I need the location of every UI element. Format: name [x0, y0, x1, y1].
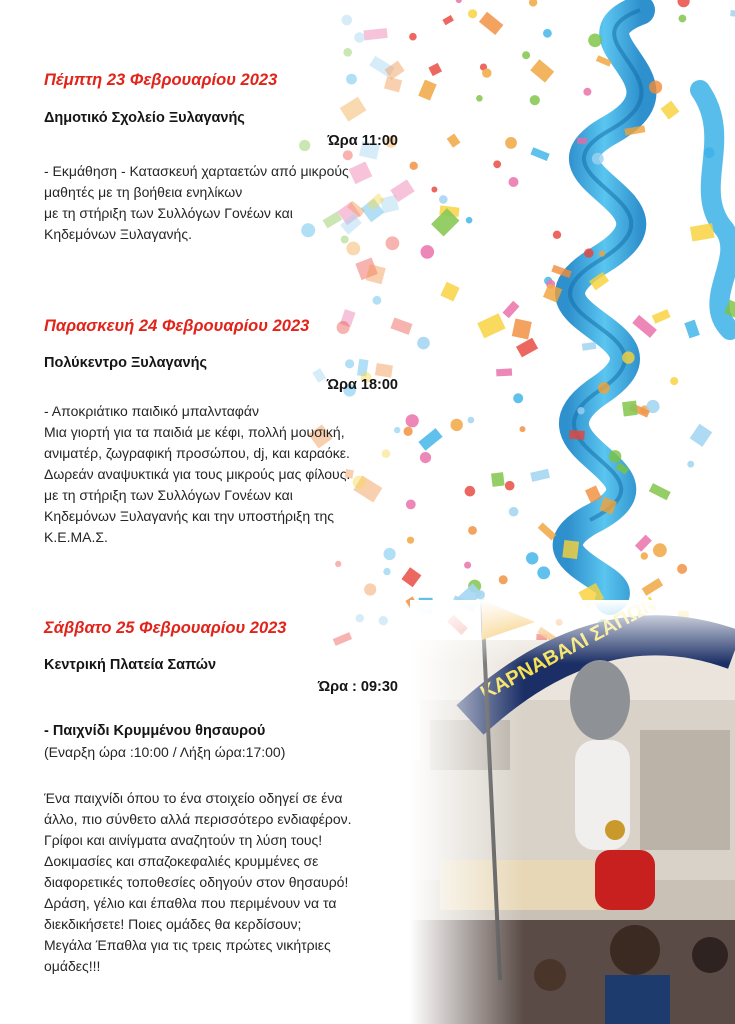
ribbon-streamer-2: [700, 90, 730, 330]
confetti-piece: [512, 319, 532, 340]
event-1-venue: Δημοτικό Σχολείο Ξυλαγανής: [44, 110, 245, 126]
confetti-piece: [553, 231, 561, 239]
confetti-piece: [537, 566, 550, 579]
event-1-date: Πέμπτη 23 Φεβρουαρίου 2023: [44, 71, 278, 89]
confetti-piece: [530, 59, 554, 82]
confetti-piece: [520, 426, 526, 432]
confetti-piece: [670, 377, 678, 385]
confetti-piece: [476, 95, 483, 102]
event-3-description: [44, 788, 416, 977]
confetti-piece: [642, 578, 663, 596]
confetti-piece: [476, 590, 485, 599]
description-line: με τη στήριξη των Συλλόγων Γονέων και: [44, 205, 293, 221]
confetti-piece: [451, 419, 463, 431]
confetti-piece: [464, 562, 471, 569]
event-3-activity: - Παιχνίδι Κρυμμένου θησαυρού: [44, 723, 266, 739]
description-line: διεκδικήσετε! Ποιες ομάδες θα κερδίσουν;: [44, 916, 302, 932]
confetti-piece: [496, 368, 512, 376]
description-line: άλλο, πιο σύνθετο αλλά περισσότερο ενδιαφέρον.: [44, 811, 352, 827]
description-line: - Εκμάθηση - Κατασκευή χαρταετών από μικρούς: [44, 163, 349, 179]
event-3-hours: (Εναρξη ώρα :10:00 / Λήξη ώρα:17:00): [44, 744, 286, 760]
confetti-piece: [538, 523, 557, 541]
confetti-piece: [477, 313, 505, 338]
confetti-piece: [447, 133, 461, 147]
description-line: Κηδεμόνων Ξυλαγανής.: [44, 226, 192, 242]
description-line: ομάδες!!!: [44, 958, 101, 974]
event-1-description: [44, 161, 416, 245]
confetti-piece: [653, 543, 667, 557]
confetti-piece: [652, 309, 671, 324]
description-line: Δοκιμασίες και σπαζοκεφαλιές κρυμμένες σε: [44, 853, 319, 869]
confetti-piece: [505, 481, 515, 491]
confetti-piece: [704, 147, 715, 158]
description-line: Δράση, γέλιο και έπαθλα που περιμένουν να τα: [44, 895, 337, 911]
description-line: Κηδεμόνων Ξυλαγανής και την υποστήριξη της: [44, 508, 335, 524]
description-line: διαφορετικές τοποθεσίες οδηγούν στον θησαυρό!: [44, 874, 349, 890]
confetti-piece: [598, 382, 610, 394]
confetti-piece: [577, 138, 587, 144]
description-line: Κ.Ε.ΜΑ.Σ.: [44, 529, 108, 545]
confetti-piece: [420, 452, 431, 463]
confetti-piece: [529, 0, 537, 7]
description-line: Γρίφοι και αινίγματα αναζητούν τη λύση τους!: [44, 832, 323, 848]
description-line: μαθητές με τη βοήθεια ενηλίκων: [44, 184, 243, 200]
confetti-piece: [588, 34, 602, 48]
confetti-piece: [583, 88, 591, 96]
confetti-piece: [609, 450, 622, 463]
confetti-piece: [491, 472, 505, 487]
confetti-piece: [522, 51, 530, 59]
event-2-description: [44, 401, 416, 548]
confetti-piece: [468, 9, 477, 18]
confetti-piece: [679, 15, 687, 23]
confetti-piece: [577, 407, 584, 414]
confetti-piece: [677, 564, 687, 574]
confetti-piece: [468, 417, 475, 424]
confetti-piece: [509, 177, 519, 187]
confetti-piece: [543, 29, 552, 38]
confetti-piece: [592, 153, 604, 165]
confetti-piece: [649, 81, 662, 94]
confetti-piece: [479, 12, 504, 35]
confetti-piece: [687, 461, 694, 468]
confetti-piece: [502, 301, 519, 319]
event-2-time: Ώρα 18:00: [326, 377, 398, 393]
confetti-piece: [499, 575, 508, 584]
confetti-piece: [622, 400, 638, 416]
confetti-piece: [418, 80, 436, 101]
confetti-piece: [661, 101, 680, 120]
event-2-date: Παρασκευή 24 Φεβρουαρίου 2023: [44, 317, 310, 335]
confetti-piece: [516, 338, 538, 358]
confetti-piece: [690, 424, 713, 447]
confetti-piece: [730, 10, 735, 17]
event-3-time: Ώρα : 09:30: [317, 679, 398, 695]
confetti-piece: [493, 160, 501, 168]
confetti-piece: [599, 251, 605, 257]
confetti-piece: [649, 483, 671, 500]
confetti-piece: [641, 552, 648, 559]
description-line: με τη στήριξη των Συλλόγων Γονέων και: [44, 487, 293, 503]
confetti-piece: [562, 540, 579, 559]
event-3-venue: Κεντρική Πλατεία Σαπών: [44, 657, 217, 673]
description-line: ανιματέρ, ζωγραφική προσώπου, dj, και καραόκε.: [44, 445, 350, 461]
description-line: - Αποκριάτικο παιδικό μπαλνταφάν: [44, 403, 259, 419]
confetti-piece: [678, 0, 690, 7]
confetti-piece: [530, 469, 550, 482]
confetti-piece: [482, 68, 491, 77]
confetti-piece: [526, 552, 538, 564]
confetti-piece: [440, 282, 459, 302]
confetti-piece: [439, 195, 448, 204]
event-1-time: Ώρα 11:00: [327, 133, 398, 149]
confetti-piece: [622, 351, 634, 363]
confetti-piece: [421, 245, 435, 259]
confetti-piece: [465, 486, 476, 497]
confetti-piece: [530, 147, 549, 161]
description-line: Μια γιορτή για τα παιδιά με κέφι, πολλή μουσική,: [44, 424, 345, 440]
description-line: Μεγάλα Έπαθλα για τις τρεις πρώτες νικήτριες: [44, 937, 331, 953]
confetti-piece: [466, 217, 473, 224]
confetti-piece: [582, 342, 597, 351]
confetti-piece: [428, 63, 442, 76]
event-2-venue: Πολύκεντρο Ξυλαγανής: [44, 355, 207, 371]
description-line: Δωρεάν αναψυκτικά για τους μικρούς μας φίλους.: [44, 466, 351, 482]
confetti-piece: [513, 393, 523, 403]
confetti-piece: [442, 15, 454, 25]
confetti-piece: [584, 248, 593, 257]
confetti-piece: [418, 428, 442, 451]
confetti-piece: [505, 137, 517, 149]
confetti-piece: [635, 535, 652, 552]
confetti-piece: [684, 320, 700, 339]
event-3-date: Σάββατο 25 Φεβρουαρίου 2023: [44, 619, 287, 637]
confetti-piece: [530, 95, 540, 105]
confetti-piece: [690, 223, 715, 241]
confetti-piece: [468, 526, 477, 535]
confetti-piece: [569, 430, 585, 440]
confetti-piece: [509, 507, 519, 517]
confetti-piece: [456, 0, 462, 3]
confetti-piece: [431, 187, 437, 193]
description-line: Ένα παιχνίδι όπου το ένα στοιχείο οδηγεί σε ένα: [44, 790, 343, 806]
